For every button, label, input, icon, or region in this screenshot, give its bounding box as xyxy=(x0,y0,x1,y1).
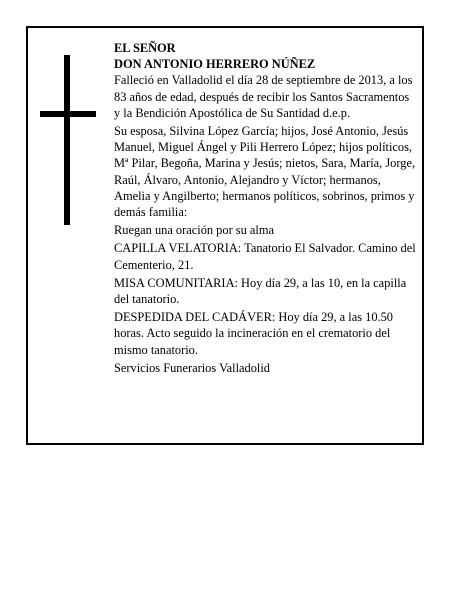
cross-icon xyxy=(40,55,96,225)
chapel-info: CAPILLA VELATORIA: Tanatorio El Salvador. Camino del Cementerio, 21. xyxy=(114,241,416,272)
deceased-name: DON ANTONIO HERRERO NÚÑEZ xyxy=(114,57,316,72)
notice-heading: EL SEÑOR xyxy=(114,41,176,55)
mass-info: MISA COMUNITARIA: Hoy día 29, a las 10, en la capilla del tanatorio. xyxy=(114,275,407,307)
cross-horizontal-bar xyxy=(40,111,96,117)
death-announcement: Falleció en Valladolid el día 28 de septiembre de 2013, a los 83 años de edad, después de recibir los Santos Sacramentos y la Bendición Apostólica de Su Santidad d.e.p. xyxy=(114,73,413,120)
cross-vertical-bar xyxy=(64,55,70,225)
prayer-request: Ruegan una oración por su alma xyxy=(114,223,274,238)
farewell-info: DESPEDIDA DEL CADÁVER: Hoy día 29, a las 10.50 horas. Acto seguido la incineración en el crematorio del mismo tanatorio. xyxy=(114,310,394,357)
funeral-services: Servicios Funerarios Valladolid xyxy=(114,360,271,375)
obituary-text xyxy=(114,40,418,376)
obituary-notice xyxy=(26,26,424,445)
family-list: Su esposa, Silvina López García; hijos, José Antonio, Jesús Manuel, Miguel Ángel y Pili Herrero López; hijos políticos, Mª Pilar, Begoña, Marina y Jesús; nietos, Sara, María, Jorge, Raúl, Álvaro, Antonio, Alejandro y Víctor; hermanos, Amelia y Angilberto; hermanos políticos, sobrinos, primos y demás familia: xyxy=(114,124,416,220)
